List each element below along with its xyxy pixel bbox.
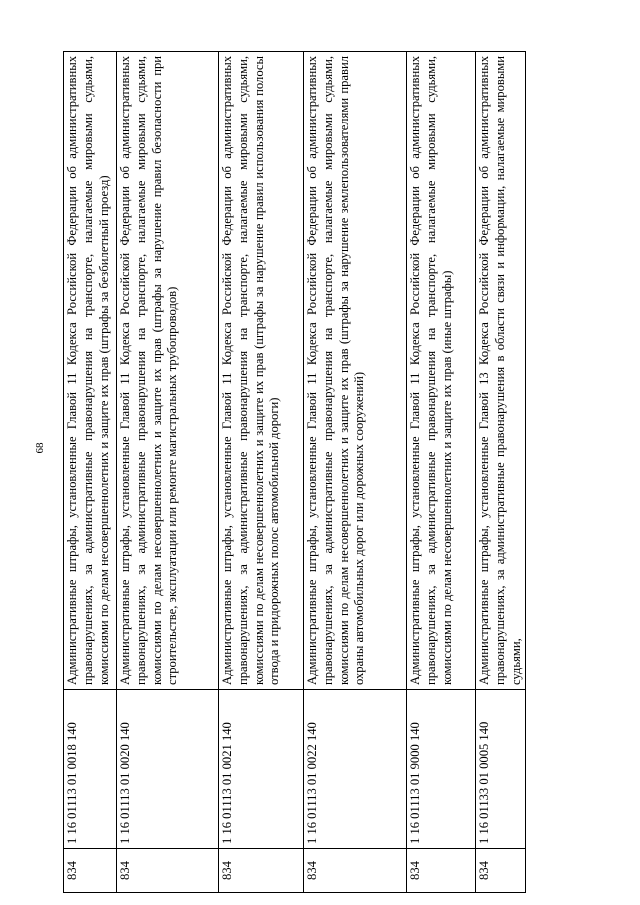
revenue-name-cell: Административные штрафы, установленные Главой 11 Кодекса Российской Федерации об административных правонарушениях, за административные правонарушения на транспорте, налагаемые мировыми судьями, комиссиями по делам несовершеннолетних и защите их прав (штрафы за нарушение правил использования полосы отвода и придорожных полос автомобильной дороги)	[219, 52, 304, 690]
revenue-name-cell: Административные штрафы, установленные Главой 11 Кодекса Российской Федерации об административных правонарушениях, за административные правонарушения на транспорте, налагаемые мировыми судьями, комиссиями по делам несовершеннолетних и защите их прав (штрафы за нарушение землепользователями правил охраны автомобильных дорог или дорожных сооружений)	[304, 52, 407, 690]
table-row	[117, 52, 219, 893]
table-row	[304, 52, 407, 893]
revenue-name-cell: Административные штрафы, установленные Главой 11 Кодекса Российской Федерации об административных правонарушениях, за административные правонарушения на транспорте, налагаемые мировыми судьями, комиссиями по делам несовершеннолетних и защите их прав (штрафы за нарушение правил безопасности при строительстве, эксплуатации или ремонте магистральных трубопроводов)	[117, 52, 219, 690]
admin-code-cell: 834	[219, 849, 304, 893]
table-row	[476, 52, 526, 893]
admin-code-cell: 834	[407, 849, 476, 893]
budget-classification-table	[63, 51, 526, 893]
revenue-name-cell: Административные штрафы, установленные Главой 11 Кодекса Российской Федерации об административных правонарушениях, за административные правонарушения на транспорте, налагаемые мировыми судьями, комиссиями по делам несовершеннолетних и защите их прав (штрафы за безбилетный проезд)	[64, 52, 117, 690]
budget-code-cell: 1 16 01113 01 0020 140	[117, 690, 219, 849]
table-row	[219, 52, 304, 893]
table-row	[407, 52, 476, 893]
revenue-name-cell: Административные штрафы, установленные Главой 11 Кодекса Российской Федерации об административных правонарушениях, за административные правонарушения на транспорте, налагаемые мировыми судьями, комиссиями по делам несовершеннолетних и защите их прав (иные штрафы)	[407, 52, 476, 690]
budget-code-cell: 1 16 01113 01 0018 140	[64, 690, 117, 849]
admin-code-cell: 834	[117, 849, 219, 893]
budget-code-cell: 1 16 01133 01 0005 140	[476, 690, 526, 849]
admin-code-cell: 834	[476, 849, 526, 893]
budget-table-container	[63, 51, 569, 893]
budget-code-cell: 1 16 01113 01 0022 140	[304, 690, 407, 849]
admin-code-cell: 834	[304, 849, 407, 893]
budget-code-cell: 1 16 01113 01 0021 140	[219, 690, 304, 849]
revenue-name-cell: Административные штрафы, установленные Главой 13 Кодекса Российской Федерации об административных правонарушениях, за административные правонарушения в области связи и информации, налагаемые мировыми судьями,	[476, 52, 526, 690]
admin-code-cell: 834	[64, 849, 117, 893]
budget-code-cell: 1 16 01113 01 9000 140	[407, 690, 476, 849]
table-row	[64, 52, 117, 893]
page-number: 68	[34, 442, 46, 454]
